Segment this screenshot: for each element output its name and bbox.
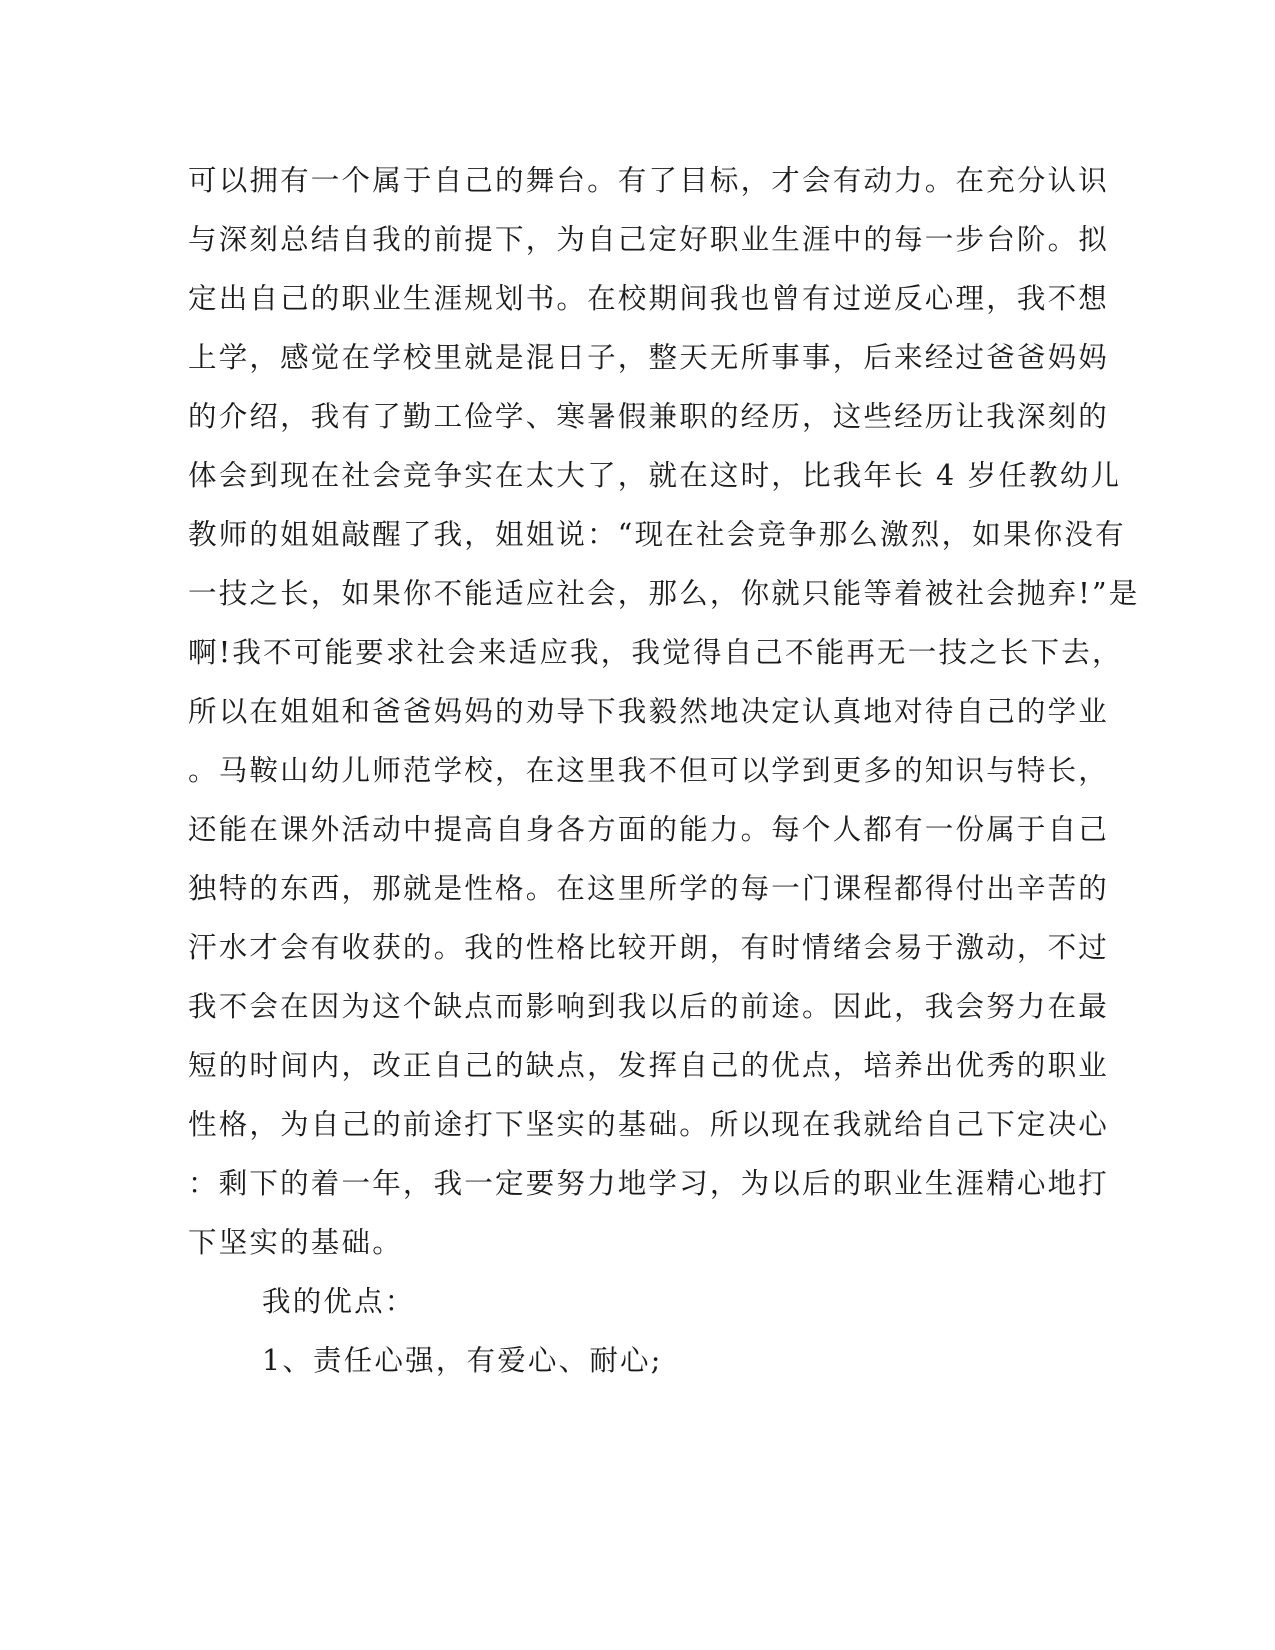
paragraph-line: 的介绍，我有了勤工俭学、寒暑假兼职的经历，这些经历让我深刻的 [188, 400, 1110, 433]
paragraph-line: 教师的姐姐敲醒了我，姐姐说：“现在社会竞争那么激烈，如果你没有 [188, 518, 1126, 551]
paragraph-line: 定出自己的职业生涯规划书。在校期间我也曾有过逆反心理，我不想 [188, 282, 1110, 315]
paragraph-line: 。马鞍山幼儿师范学校，在这里我不但可以学到更多的知识与特长， [188, 754, 1110, 787]
paragraph-line: 所以在姐姐和爸爸妈妈的劝导下我毅然地决定认真地对待自己的学业 [188, 695, 1110, 728]
paragraph-line: 啊!我不可能要求社会来适应我，我觉得自己不能再无一技之长下去， [188, 636, 1123, 669]
paragraph-line: 体会到现在社会竞争实在太大了，就在这时，比我年长 4 岁任教幼儿 [188, 459, 1122, 492]
paragraph-line: 短的时间内，改正自己的缺点，发挥自己的优点，培养出优秀的职业 [188, 1049, 1110, 1082]
paragraph-line: 一技之长，如果你不能适应社会，那么，你就只能等着被社会抛弃!”是 [188, 577, 1140, 610]
paragraph-line: 独特的东西，那就是性格。在这里所学的每一门课程都得付出辛苦的 [188, 872, 1110, 905]
strength-item-1: 1、责任心强，有爱心、耐心; [262, 1344, 663, 1377]
strengths-heading: 我的优点： [262, 1285, 416, 1318]
paragraph-line: 与深刻总结自我的前提下，为自己定好职业生涯中的每一步台阶。拟 [188, 223, 1110, 256]
paragraph-line: 上学，感觉在学校里就是混日子，整天无所事事，后来经过爸爸妈妈 [188, 341, 1110, 374]
paragraph-line: 我不会在因为这个缺点而影响到我以后的前途。因此，我会努力在最 [188, 990, 1110, 1023]
paragraph-line: 可以拥有一个属于自己的舞台。有了目标，才会有动力。在充分认识 [188, 164, 1110, 197]
paragraph-line: ：剩下的着一年，我一定要努力地学习，为以后的职业生涯精心地打 [188, 1167, 1110, 1200]
paragraph-line: 汗水才会有收获的。我的性格比较开朗，有时情绪会易于激动，不过 [188, 931, 1110, 964]
paragraph-line: 性格，为自己的前途打下坚实的基础。所以现在我就给自己下定决心 [188, 1108, 1110, 1141]
paragraph-line: 下坚实的基础。 [188, 1226, 403, 1259]
paragraph-line: 还能在课外活动中提高自身各方面的能力。每个人都有一份属于自己 [188, 813, 1110, 846]
